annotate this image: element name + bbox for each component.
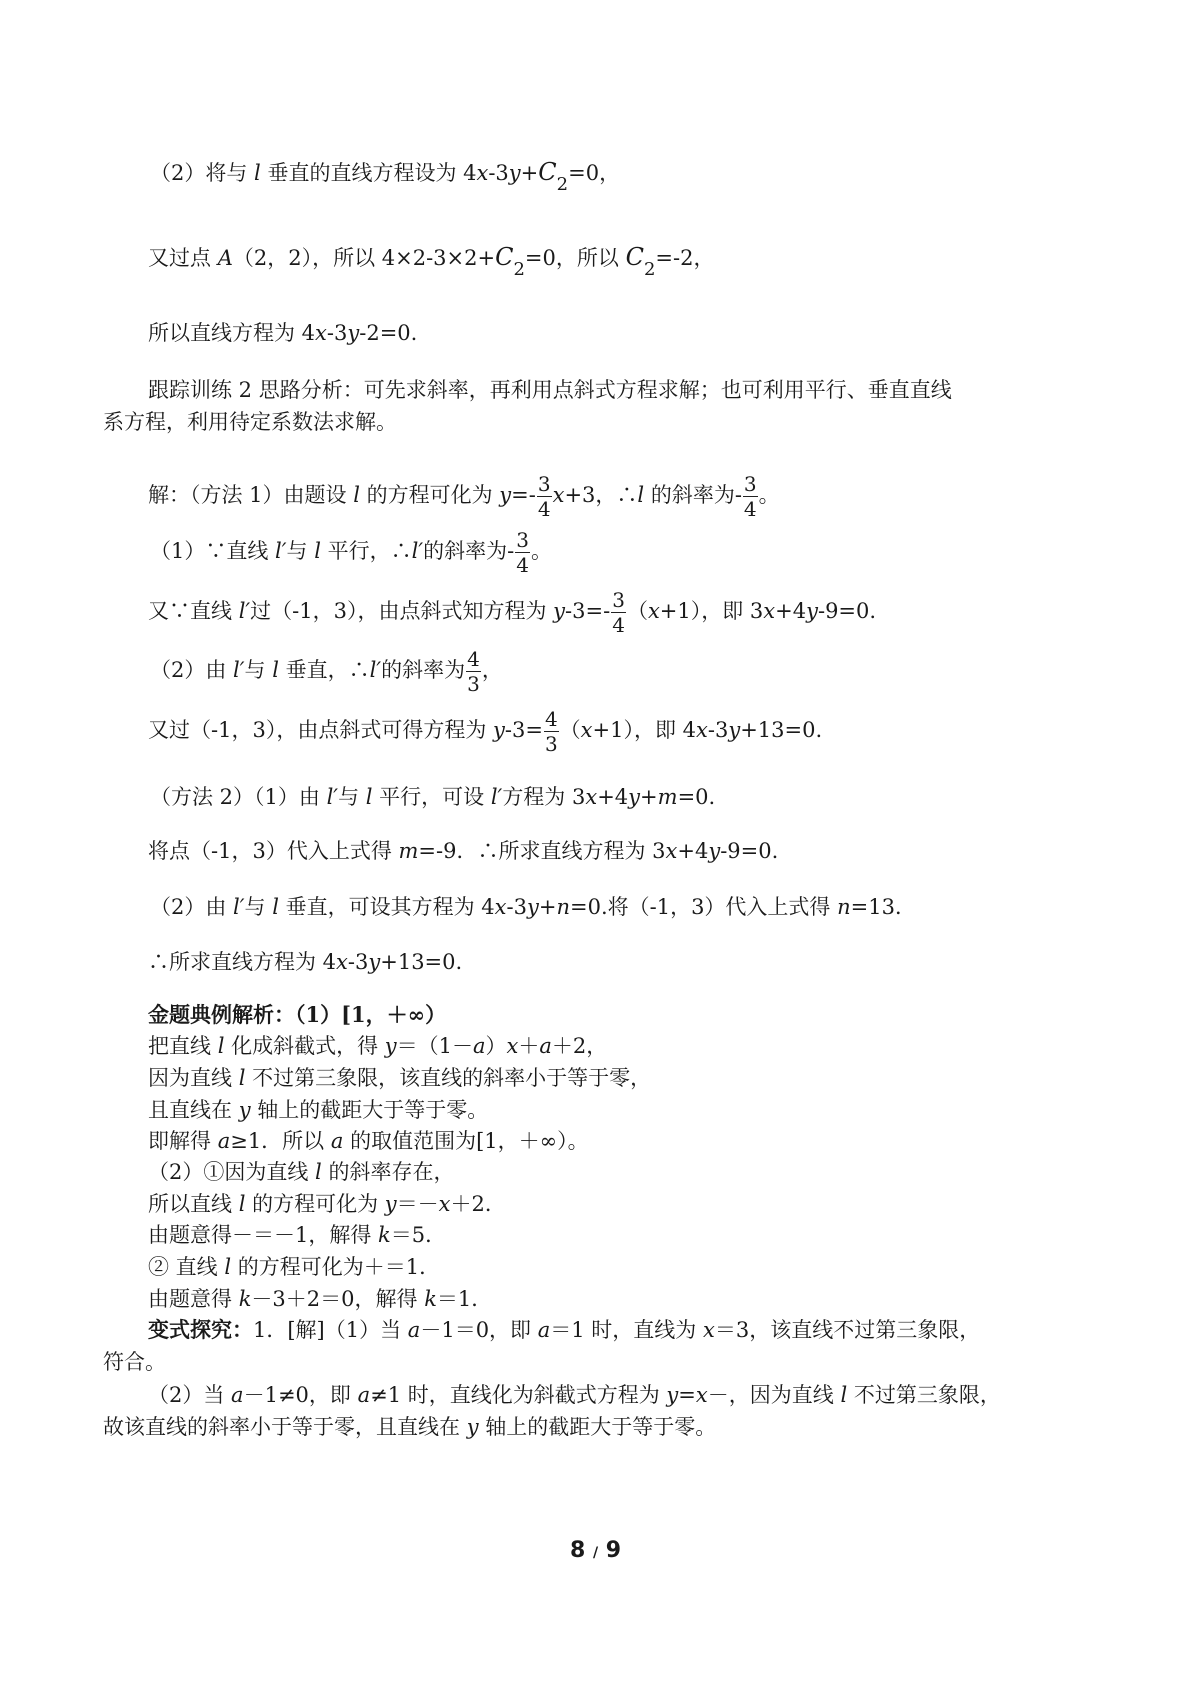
text-line: 将点（-1，3）代入上式得 m=-9．∴所求直线方程为 3x+4y-9=0. bbox=[148, 839, 779, 863]
text-line: ② 直线 l 的方程可化为＋＝1． bbox=[148, 1255, 441, 1279]
text-line: （1）∵直线 l′与 l 平行，∴l′的斜率为- $\frac{3}{4}$ 。 bbox=[150, 528, 552, 577]
text-line: （2）将与 l 垂直的直线方程设为 $4x-3y+C_2=0$， bbox=[150, 158, 621, 195]
fraction: $\frac{3}{4}$ bbox=[516, 528, 529, 577]
text-line: 符合。 bbox=[103, 1350, 166, 1374]
text-line: 又∵直线 l′过（-1，3），由点斜式知方程为 y-3=- $\frac{3}{4}$ （x+1），即 3x+4y-9=0. bbox=[148, 588, 877, 637]
text-line: 又过（-1，3），由点斜式可得方程为 y-3= $\frac{4}{3}$ （x+1），即 4x-3y+13=0. bbox=[148, 707, 823, 756]
fraction: $\frac{3}{4}$ bbox=[743, 472, 757, 521]
fraction: $\frac{3}{4}$ bbox=[537, 472, 551, 521]
fraction: $\frac{3}{4}$ bbox=[612, 588, 625, 637]
text-line: ∴所求直线方程为 4x-3y+13=0. bbox=[148, 950, 463, 974]
text-line: 解：（方法 1）由题设 l 的方程可化为 y=- $\frac{3}{4}$ x+3，∴l 的斜率为- $\frac{3}{4}$ 。 bbox=[148, 472, 780, 521]
text-line: 由题意得 k－3＋2＝0，解得 k＝1． bbox=[148, 1287, 493, 1311]
page-number: 8 / 9 bbox=[569, 1538, 622, 1563]
text-line: 所以直线 l 的方程可化为 y＝－x＋2． bbox=[148, 1192, 506, 1216]
text-line: 由题意得－＝－1，解得 k＝5． bbox=[148, 1223, 447, 1247]
text-line: 变式探究：1．[解]（1）当 a－1＝0，即 a＝1 时，直线为 x＝3，该直线不过第三象限， bbox=[148, 1317, 981, 1342]
text-line: 即解得 a≥1．所以 a 的取值范围为[1，＋∞）。 bbox=[148, 1129, 589, 1153]
text-line: 又过点 A（2，2），所以 $4\times 2-3\times 2+C_2=0$，所以 $C_2=-2$， bbox=[148, 243, 715, 280]
text-line: 且直线在 y 轴上的截距大于等于零。 bbox=[148, 1098, 489, 1122]
text-line: （2）①因为直线 l 的斜率存在， bbox=[148, 1160, 455, 1184]
paragraph-line: 系方程，利用待定系数法求解。 bbox=[103, 410, 397, 434]
fraction: $\frac{4}{3}$ bbox=[467, 647, 480, 696]
text-line: （2）由 l′与 l 垂直，∴l′的斜率为 $\frac{4}{3}$ ， bbox=[150, 647, 503, 696]
text-line: （2）由 l′与 l 垂直，可设其方程为 4x-3y+n=0.将（-1，3）代入上式得 n=13． bbox=[150, 895, 916, 919]
text-line: 故该直线的斜率小于等于零，且直线在 y 轴上的截距大于等于零。 bbox=[103, 1415, 717, 1439]
text-line: （2）当 a－1≠0，即 a≠1 时，直线化为斜截式方程为 y=x－，因为直线 l 不过第三象限， bbox=[148, 1383, 1001, 1407]
text-line: 把直线 l 化成斜截式，得 y＝（1－a）x＋a＋2， bbox=[148, 1034, 608, 1058]
text-line: 因为直线 l 不过第三象限，该直线的斜率小于等于零， bbox=[148, 1066, 652, 1090]
paragraph-line: 跟踪训练 2 思路分析：可先求斜率，再利用点斜式方程求解；也可利用平行、垂直直线 bbox=[148, 378, 952, 402]
text-line: 所以直线方程为 4x-3y-2=0. bbox=[148, 321, 418, 345]
fraction: $\frac{4}{3}$ bbox=[544, 707, 558, 756]
section-heading: 金题典例解析：（1）[1，＋∞） bbox=[148, 1002, 447, 1027]
text-line: （方法 2）（1）由 l′与 l 平行，可设 l′方程为 3x+4y+m=0. bbox=[150, 785, 716, 809]
